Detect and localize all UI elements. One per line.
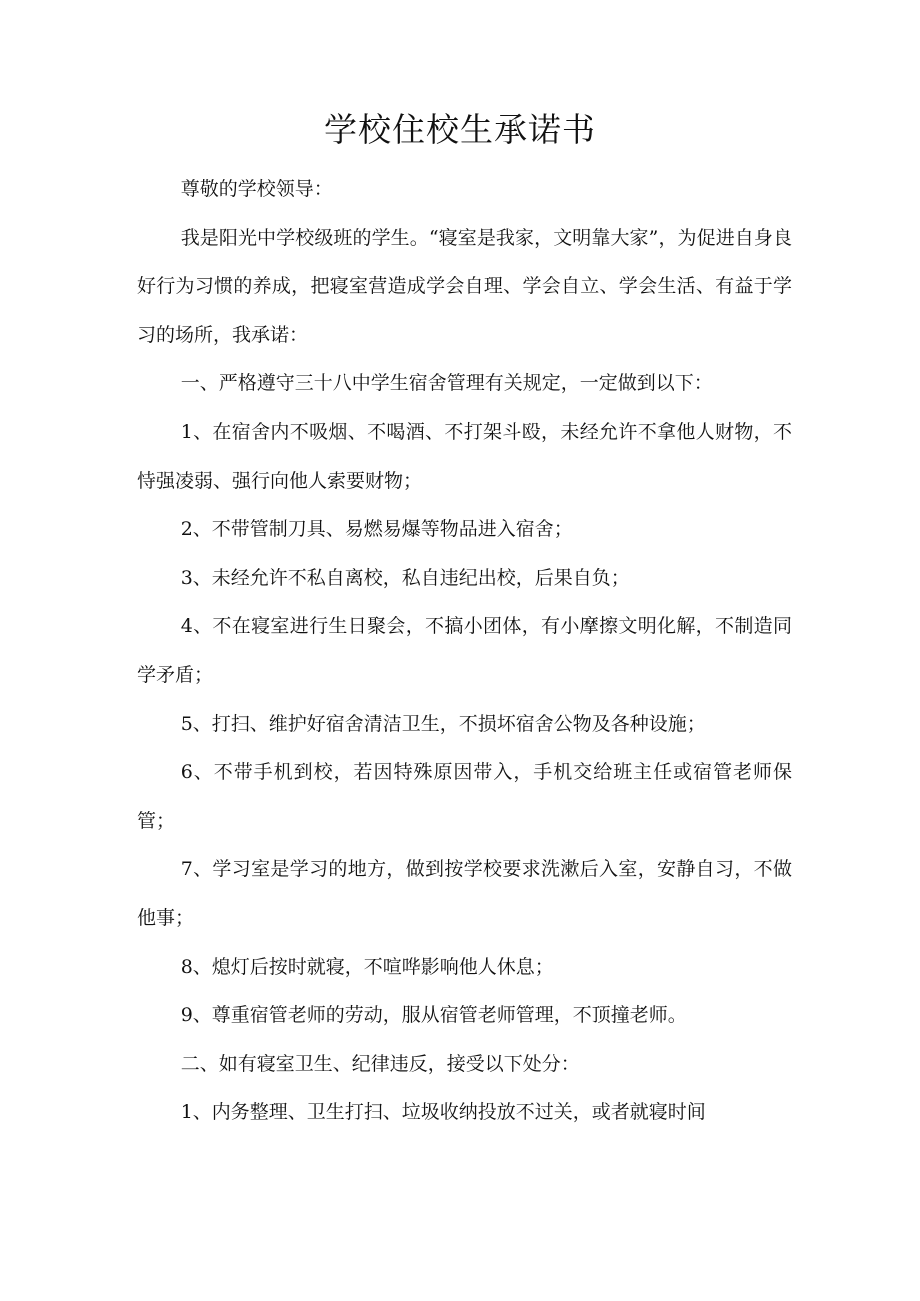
rule-item-6: 6、不带手机到校，若因特殊原因带入，手机交给班主任或宿管老师保管； — [137, 761, 792, 832]
intro-paragraph: 我是阳光中学校级班的学生。“寝室是我家，文明靠大家”，为促进自身良好行为习惯的养成，把寝室营造成学会自理、学会自立、学会生活、有益于学习的场所，我承诺： — [137, 226, 792, 346]
rule-item-5: 5、打扫、维护好宿舍清洁卫生，不损坏宿舍公物及各种设施； — [180, 712, 706, 735]
rule-item-2: 2、不带管制刀具、易燃易爆等物品进入宿舍； — [180, 518, 573, 541]
rule-item-7: 7、学习室是学习的地方，做到按学校要求洗漱后入室，安静自习，不做他事； — [137, 858, 792, 929]
section-heading-2: 二、如有寝室卫生、纪律违反，接受以下处分： — [180, 1052, 580, 1075]
rule-item-9: 9、尊重宿管老师的劳动，服从宿管老师管理，不顶撞老师。 — [180, 1004, 687, 1027]
document-title: 学校住校生承诺书 — [324, 110, 596, 149]
section-heading-1: 一、严格遵守三十八中学生宿舍管理有关规定，一定做到以下： — [180, 372, 713, 395]
rule-item-3: 3、未经允许不私自离校，私自违纪出校，后果自负； — [180, 566, 630, 589]
rule-item-4: 4、不在寝室进行生日聚会，不搞小团体，有小摩擦文明化解，不制造同学矛盾； — [137, 615, 792, 686]
penalty-item-1: 1、内务整理、卫生打扫、垃圾收纳投放不过关，或者就寝时间 — [180, 1101, 706, 1124]
rule-item-1: 1、在宿舍内不吸烟、不喝酒、不打架斗殴，未经允许不拿他人财物，不恃强凌弱、强行向他人索要财物； — [137, 420, 792, 492]
salutation: 尊敬的学校领导： — [180, 178, 333, 200]
document-body — [137, 165, 792, 1137]
rule-item-8: 8、熄灯后按时就寝，不喧哗影响他人休息； — [180, 955, 554, 978]
